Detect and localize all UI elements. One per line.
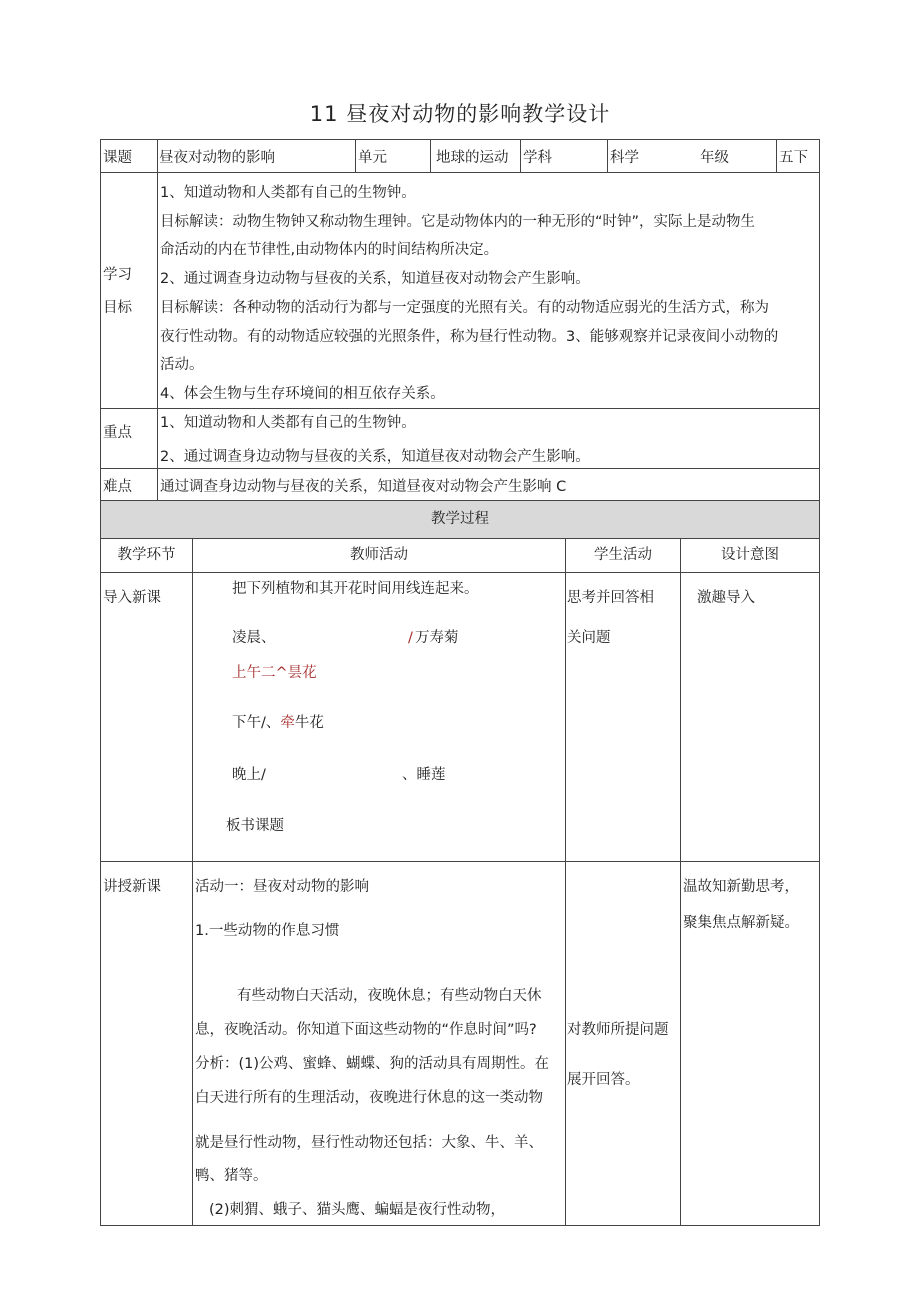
lecture-student-activity: 展开回答。: [567, 1072, 640, 1088]
key-point-line: 2、通过调查身边动物与昼夜的关系，知道昼夜对动物会产生影响。: [160, 449, 590, 465]
goal-line: 2、通过调查身边动物与昼夜的关系，知道昼夜对动物会产生影响。: [160, 271, 590, 287]
lecture-analysis: (2)刺猬、蛾子、猫头鹰、蝙蝠是夜行性动物，: [209, 1202, 506, 1218]
table-border: [776, 139, 777, 173]
label-unit: 单元: [358, 150, 387, 166]
key-points-label: 重点: [103, 425, 132, 441]
table-border: [355, 139, 356, 173]
table-border: [819, 139, 820, 1226]
lecture-analysis: 白天进行所有的生理活动，夜晚进行休息的这一类动物: [195, 1090, 543, 1106]
match-left-4: 晚上/: [232, 767, 266, 783]
label-subject: 学科: [523, 150, 552, 166]
lecture-analysis: 鸭、猪等。: [195, 1168, 268, 1184]
table-border: [100, 1225, 820, 1226]
goal-line: 夜行性动物。有的动物适应较强的光照条件，称为昼行性动物。3、能够观察并记录夜间小动物的: [160, 329, 779, 345]
table-border: [565, 538, 566, 1226]
col-header-teacher: 教师活动: [350, 547, 408, 563]
table-border: [430, 139, 431, 173]
match-right-4: 、睡莲: [402, 767, 446, 783]
goal-line: 命活动的内在节律性,由动物体内的时间结构所决定。: [160, 242, 499, 258]
col-header-student: 学生活动: [594, 547, 652, 563]
goals-label: 目标: [103, 300, 132, 316]
table-border: [157, 139, 158, 501]
lecture-analysis: 分析：(1)公鸡、蜜蜂、蝴蝶、狗的活动具有周期性。在: [195, 1056, 550, 1072]
key-point-line: 1、知道动物和人类都有自己的生物钟。: [160, 415, 416, 431]
match-right-3: 牛花: [294, 715, 324, 731]
table-border: [100, 139, 820, 140]
goals-label: 学习: [103, 267, 132, 283]
match-line-mark: /: [408, 630, 413, 646]
stage-intro: 导入新课: [103, 590, 161, 606]
goal-line: 目标解读：各种动物的活动行为都与一定强度的光照有关。有的动物适应弱光的生活方式，称为: [160, 300, 769, 316]
topic-value: 昼夜对动物的影响: [159, 150, 275, 166]
table-border: [100, 172, 820, 173]
lecture-intent: 温故知新勤思考，: [683, 879, 799, 895]
label-grade: 年级: [700, 150, 729, 166]
table-border: [520, 139, 521, 173]
goal-line: 4、体会生物与生存环境间的相互依存关系。: [160, 386, 445, 402]
match-pair-3: [232, 713, 324, 733]
goal-line: 目标解读：动物生物钟又称动物生理钟。它是动物体内的一种无形的“时钟”，实际上是动物生: [160, 214, 756, 230]
label-topic: 课题: [103, 150, 132, 166]
table-border: [607, 139, 608, 173]
table-border: [100, 861, 820, 862]
col-header-stage: 教学环节: [117, 547, 176, 563]
lecture-student-activity: 对教师所提问题: [567, 1022, 669, 1038]
grade-value: 五下: [779, 150, 808, 166]
intro-student-activity: 思考并回答相: [567, 590, 654, 606]
activity-subtitle: 1.一些动物的作息习惯: [195, 923, 340, 939]
table-border: [100, 139, 101, 1226]
table-border: [192, 538, 193, 1226]
intro-task: 把下列植物和其开花时间用线连起来。: [232, 581, 479, 597]
table-border: [100, 468, 820, 469]
table-border: [100, 408, 820, 409]
lecture-intent: 聚集焦点解新疑。: [683, 915, 799, 931]
match-left-3: 下午/、: [232, 715, 281, 731]
goal-line: 活动。: [160, 357, 204, 373]
table-border: [680, 538, 681, 1226]
unit-value: 地球的运动: [436, 150, 509, 166]
match-right-1: 万寿菊: [415, 630, 459, 646]
difficulty-label: 难点: [103, 479, 132, 495]
match-red-char: 牵: [280, 715, 295, 731]
table-border: [100, 500, 820, 501]
intro-intent: 激趣导入: [697, 590, 755, 606]
activity-title: 活动一：昼夜对动物的影响: [195, 879, 369, 895]
col-header-intent: 设计意图: [721, 547, 779, 563]
lecture-paragraph: 息，夜晚活动。你知道下面这些动物的“作息时间”吗?: [195, 1022, 537, 1038]
page-title: 11 昼夜对动物的影响教学设计: [309, 102, 611, 126]
board-topic: 板书课题: [226, 818, 284, 834]
match-pair-2: 上午二^昙花: [232, 665, 317, 681]
goal-line: 1、知道动物和人类都有自己的生物钟。: [160, 185, 416, 201]
process-heading: 教学过程: [431, 511, 489, 527]
stage-lecture: 讲授新课: [103, 879, 161, 895]
lecture-paragraph: 有些动物白天活动，夜晚休息；有些动物白天休: [237, 988, 542, 1004]
match-left-1: 凌晨、: [232, 630, 276, 646]
intro-student-activity: 关问题: [567, 630, 611, 646]
lecture-analysis: 就是昼行性动物，昼行性动物还包括：大象、牛、羊、: [195, 1135, 543, 1151]
table-border: [100, 572, 820, 573]
difficulty-text: 通过调查身边动物与昼夜的关系，知道昼夜对动物会产生影响 C: [160, 479, 567, 495]
table-border: [100, 538, 820, 539]
subject-value: 科学: [610, 150, 639, 166]
